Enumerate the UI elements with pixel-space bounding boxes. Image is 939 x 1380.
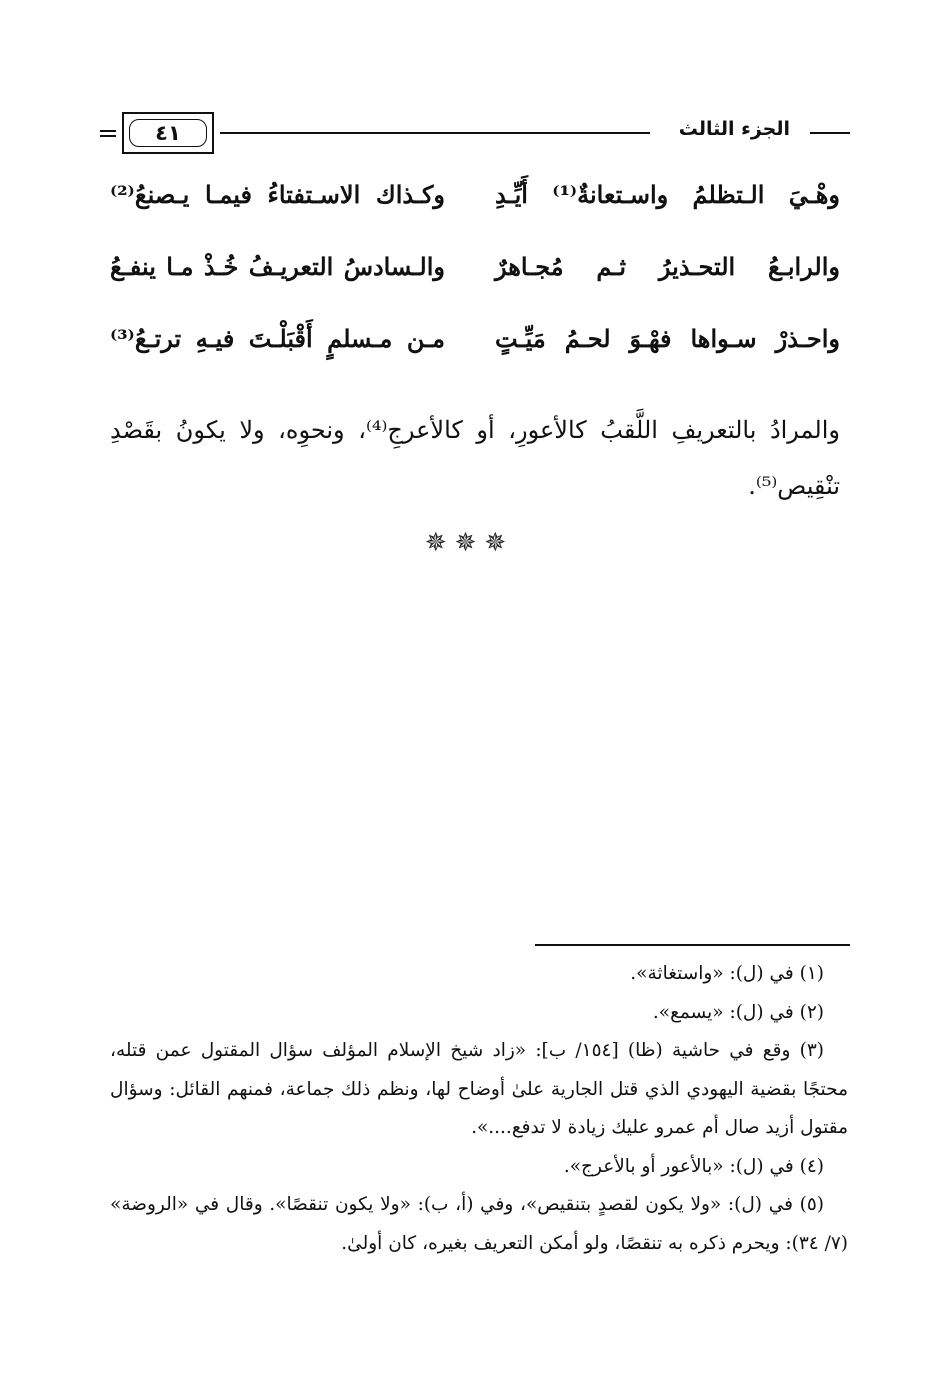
running-title: الجزء الثالث [678, 118, 790, 140]
footnote-1: (١) في (ل): «واستغاثة». [630, 963, 824, 984]
verse-first-hemistich: واحـذرْ سـواها فهْـوَ لحـمُ مَيِّـتٍ [495, 324, 840, 353]
header-rule [220, 132, 650, 134]
footnote-separator [535, 944, 850, 946]
footnote-4: (٤) في (ل): «بالأعور أو بالأعرج». [563, 1155, 824, 1177]
header-rule-right [810, 132, 850, 134]
verse-second-hemistich: وكـذاك الاسـتفتاءُ فيمـا يـصنعُ⁽²⁾ [110, 180, 445, 209]
footnote-5: (٥) في (ل): «ولا يكون لقصدٍ بتنقيص»، وفي (أ، ب): «ولا يكون تنقصًا». وقال في «الروضة» (٧/ ٣٤): ويحرم ذكره به تنقصًا، ولو أمكن التعريف بغيره، كان أولىٰ. [110, 1194, 848, 1254]
verse-row [110, 314, 840, 386]
verse-second-hemistich: والـسادسُ التعريـفُ خُـذْ مـا ينفـعُ [110, 252, 445, 281]
verse-row [110, 170, 840, 242]
header-rule-left-2 [100, 135, 116, 137]
page-number-frame [122, 112, 214, 154]
header-rule-left [100, 130, 116, 132]
section-ornament: ✵✵✵ [424, 528, 515, 558]
footnotes [110, 955, 848, 1263]
footnote-2: (٢) في (ل): «يسمع». [652, 1001, 824, 1023]
verse-second-hemistich: مـن مـسلمٍ أَقْبَلْـتَ فيـهِ ترتـعُ⁽³⁾ [110, 324, 445, 353]
verse-row [110, 242, 840, 314]
page-number: ٤١ [129, 119, 207, 147]
footnote-3: (٣) وقع في حاشية (ظا) [١٥٤/ ب]: «زاد شيخ الإسلام المؤلف سؤال المقتول عمن قتله، محتجًا بقضية اليهودي الذي قتل الجارية علىٰ أوضاح لها، ونظم ذلك جماعة، فمنهم القائل: وسؤال مقتول أزيد صال أم عمرو عليك زيادة لا تدفع....». [110, 1040, 848, 1138]
verse-first-hemistich: وهْـيَ الـتظلمُ واسـتعانةٌ⁽¹⁾ أَيِّـدِ [495, 180, 841, 209]
page-header [100, 112, 850, 162]
prose-paragraph: والمرادُ بالتعريفِ اللَّقبُ كالأعورِ، أو كالأعرجِ⁽⁴⁾، ونحوِه، ولا يكونُ بقَصْدِ تنْقِيص⁽⁵⁾. [110, 416, 840, 500]
poem-verses [110, 170, 840, 386]
verse-first-hemistich: والرابـعُ التحـذيرُ ثـم مُجـاهرٌ [495, 252, 840, 281]
